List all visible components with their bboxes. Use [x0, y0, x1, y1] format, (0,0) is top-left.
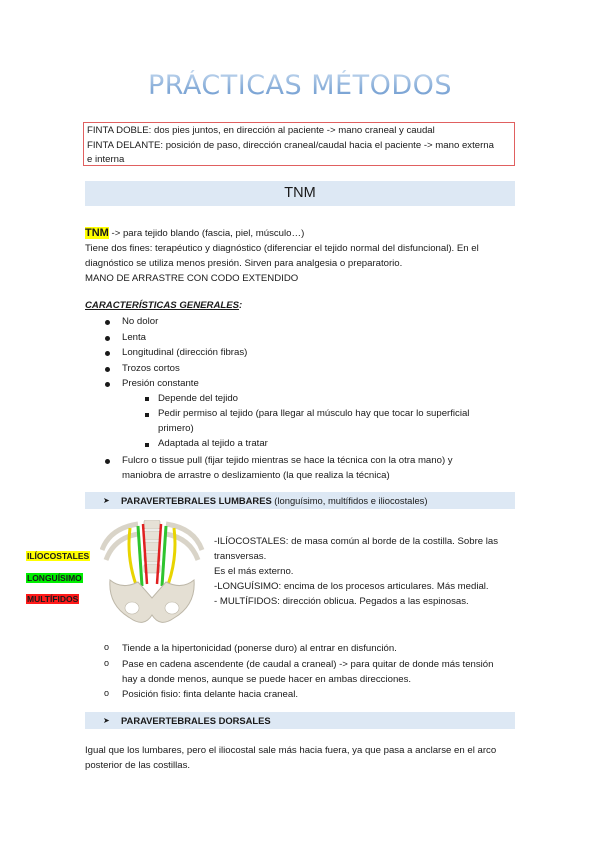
list-item: Lenta	[122, 332, 147, 343]
list-item: Pase en cadena ascendente (de caudal a craneal) -> para quitar de donde más tensión	[122, 659, 494, 670]
ring-bullet-icon: o	[104, 688, 110, 698]
finta-doble-line: FINTA DOBLE: dos pies juntos, en dirección al paciente -> mano craneal y caudal	[87, 125, 435, 136]
intro-line-4: MANO DE ARRASTRE CON CODO EXTENDIDO	[85, 273, 299, 284]
lumbares-heading: ➤ PARAVERTEBRALES LUMBARES (longuísimo, multífidos e iliocostales)	[85, 492, 515, 509]
intro-text	[85, 226, 525, 286]
label-multifidos: MULTÍFIDOS	[27, 594, 79, 604]
tnm-heading: TNM	[85, 181, 515, 206]
finta-note-box	[83, 122, 515, 166]
lumbares-description	[214, 534, 514, 609]
list-item: No dolor	[122, 316, 159, 327]
spine-pelvis-illustration	[100, 520, 205, 630]
desc-line: Es el más externo.	[214, 566, 294, 577]
list-item: Presión constante	[122, 378, 199, 389]
dorsales-line-1: Igual que los lumbares, pero el iliocostal sale más hacia fuera, ya que pasa a anclarse en el arco	[85, 745, 497, 756]
tnm-definition: -> para tejido blando (fascia, piel, músculo…)	[108, 228, 305, 239]
sub-list-item: Adaptada al tejido a tratar	[158, 438, 268, 449]
ring-bullet-icon: o	[104, 658, 110, 668]
arrow-icon: ➤	[103, 716, 110, 725]
finta-delante-line: FINTA DELANTE: posición de paso, dirección craneal/caudal hacia el paciente -> mano externa	[87, 139, 494, 151]
caracteristicas-heading: CARACTERÍSTICAS GENERALES:	[85, 300, 243, 311]
desc-line: -LONGUÍSIMO: encima de los procesos articulares. Más medial.	[214, 581, 489, 592]
finta-delante-cont: e interna	[87, 154, 125, 166]
dorsales-line-2: posterior de las costillas.	[85, 760, 191, 771]
label-iliocostales: ILÍOCOSTALES	[27, 551, 90, 561]
tnm-highlight: TNM	[85, 227, 109, 239]
list-item: Fulcro o tissue pull (fijar tejido mientras se hace la técnica con la otra mano) y	[122, 455, 453, 466]
ring-bullet-icon: o	[104, 642, 110, 652]
intro-line-2: Tiene dos fines: terapéutico y diagnóstico (diferenciar el tejido normal del disfuncional). En el	[85, 243, 479, 254]
list-item: Tiende a la hipertonicidad (ponerse duro) al entrar en disfunción.	[122, 643, 397, 654]
arrow-icon: ➤	[103, 496, 110, 505]
dorsales-text	[85, 743, 525, 773]
dorsales-heading: ➤ PARAVERTEBRALES DORSALES	[85, 712, 515, 729]
page-title: PRÁCTICAS MÉTODOS	[0, 70, 600, 101]
list-item-cont: hay a donde menos, aunque se puede hacer en ambas direcciones.	[122, 674, 412, 685]
desc-line: transversas.	[214, 551, 267, 562]
desc-line: - MULTÍFIDOS: dirección oblicua. Pegados a las espinosas.	[214, 596, 469, 607]
desc-line: -ILÍOCOSTALES: de masa común al borde de la costilla. Sobre las	[214, 536, 499, 547]
list-item: Posición fisio: finta delante hacia craneal.	[122, 689, 298, 700]
list-item: Trozos cortos	[122, 363, 180, 374]
list-item-cont: maniobra de arrastre o deslizamiento (la que realiza la técnica)	[122, 470, 390, 481]
sub-list-item: Pedir permiso al tejido (para llegar al músculo hay que tocar lo superficial	[158, 408, 470, 419]
list-item: Longitudinal (dirección fibras)	[122, 347, 248, 358]
sub-list-item: Depende del tejido	[158, 393, 239, 404]
sub-list-item-cont: primero)	[158, 423, 194, 434]
label-longuisimo: LONGUÍSIMO	[27, 573, 82, 583]
intro-line-3: diagnóstico se utiliza menos presión. Sirven para analgesia o preparatorio.	[85, 258, 403, 269]
